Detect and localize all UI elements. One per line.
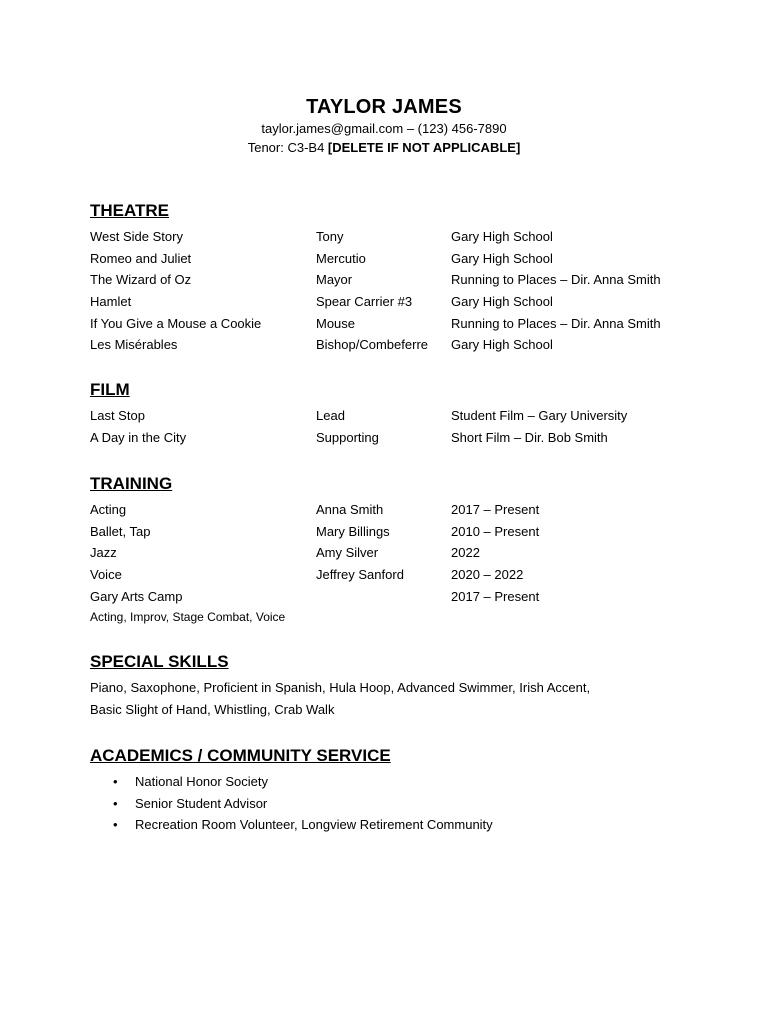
credit-title: Hamlet (90, 294, 132, 310)
credit-row (90, 226, 710, 248)
credit-role: Tony (316, 229, 344, 244)
list-item-text: Senior Student Advisor (135, 795, 268, 811)
training-subject: Voice (90, 567, 122, 583)
credit-title: The Wizard of Oz (90, 272, 192, 288)
list-item (90, 771, 710, 793)
credit-title: Romeo and Juliet (90, 250, 192, 266)
list-item (90, 793, 710, 815)
section-heading-special-skills: SPECIAL SKILLS (90, 652, 229, 671)
training-teacher: Amy Silver (316, 545, 379, 561)
credit-row (90, 269, 710, 291)
training-subject: Jazz (90, 545, 117, 561)
credit-company: Gary High School (451, 229, 553, 244)
training-years: 2010 – Present (451, 523, 540, 539)
credit-row (90, 427, 710, 449)
voice-type-line (0, 138, 768, 157)
academics-section (90, 745, 710, 836)
skills-line: Basic Slight of Hand, Whistling, Crab Walk (90, 701, 335, 717)
credit-role: Mayor (316, 272, 353, 288)
contact-info: taylor.james@gmail.com – (123) 456-7890 (261, 121, 507, 136)
training-row (90, 586, 710, 608)
credit-row (90, 313, 710, 335)
credit-role: Bishop/Combeferre (316, 337, 428, 353)
credit-company: Gary High School (451, 337, 553, 353)
list-item-text: Recreation Room Volunteer, Longview Retirement Community (135, 817, 493, 833)
credit-title: West Side Story (90, 229, 183, 244)
voice-type: Tenor: C3-B4 (247, 140, 328, 155)
bullet-icon: • (113, 795, 118, 811)
voice-note: [DELETE IF NOT APPLICABLE] (327, 140, 521, 155)
special-skills-section (90, 651, 710, 720)
training-teacher: Anna Smith (316, 502, 384, 517)
credit-role: Spear Carrier #3 (316, 294, 413, 310)
bullet-icon: • (113, 774, 118, 789)
credit-company: Running to Places – Dir. Anna Smith (451, 272, 661, 288)
training-subject: Gary Arts Camp (90, 588, 183, 604)
applicant-name: TAYLOR JAMES (306, 96, 462, 118)
credit-row (90, 334, 710, 356)
training-subject: Acting (90, 502, 127, 517)
credit-role: Mercutio (316, 250, 366, 266)
section-heading-film: FILM (90, 380, 130, 399)
credit-title: If You Give a Mouse a Cookie (90, 315, 262, 331)
camp-detail: Acting, Improv, Stage Combat, Voice (90, 610, 286, 625)
credit-role: Mouse (316, 315, 356, 331)
training-section (90, 473, 710, 627)
training-row (90, 564, 710, 586)
credit-row (90, 291, 710, 313)
credit-company: Gary High School (451, 294, 553, 310)
training-years: 2020 – 2022 (451, 567, 524, 583)
credit-title: A Day in the City (90, 429, 187, 445)
training-row (90, 521, 710, 543)
theatre-section (90, 200, 710, 356)
credit-role: Lead (316, 408, 345, 423)
section-heading-training: TRAINING (90, 474, 173, 493)
training-years: 2017 – Present (451, 502, 540, 517)
training-teacher: Jeffrey Sanford (316, 567, 404, 583)
training-years: 2017 – Present (451, 588, 540, 604)
credit-title: Last Stop (90, 408, 145, 423)
credit-company: Running to Places – Dir. Anna Smith (451, 315, 661, 331)
list-item (90, 814, 710, 836)
section-heading-theatre: THEATRE (90, 201, 170, 220)
list-item-text: National Honor Society (135, 774, 268, 789)
resume-header (0, 95, 768, 157)
credit-role: Supporting (316, 429, 379, 445)
credit-row (90, 248, 710, 270)
section-heading-academics: ACADEMICS / COMMUNITY SERVICE (90, 746, 391, 765)
credit-company: Gary High School (451, 250, 553, 266)
training-row (90, 542, 710, 564)
credit-company: Student Film – Gary University (451, 408, 628, 423)
training-years: 2022 (451, 545, 480, 561)
training-row (90, 499, 710, 521)
training-subject: Ballet, Tap (90, 523, 151, 539)
credit-title: Les Misérables (90, 337, 178, 353)
training-teacher: Mary Billings (316, 523, 390, 539)
academics-list (90, 771, 710, 836)
credit-company: Short Film – Dir. Bob Smith (451, 429, 608, 445)
film-section (90, 379, 710, 448)
bullet-icon: • (113, 817, 118, 833)
credit-row (90, 405, 710, 427)
skills-line: Piano, Saxophone, Proficient in Spanish, Hula Hoop, Advanced Swimmer, Irish Accent, (90, 680, 591, 695)
